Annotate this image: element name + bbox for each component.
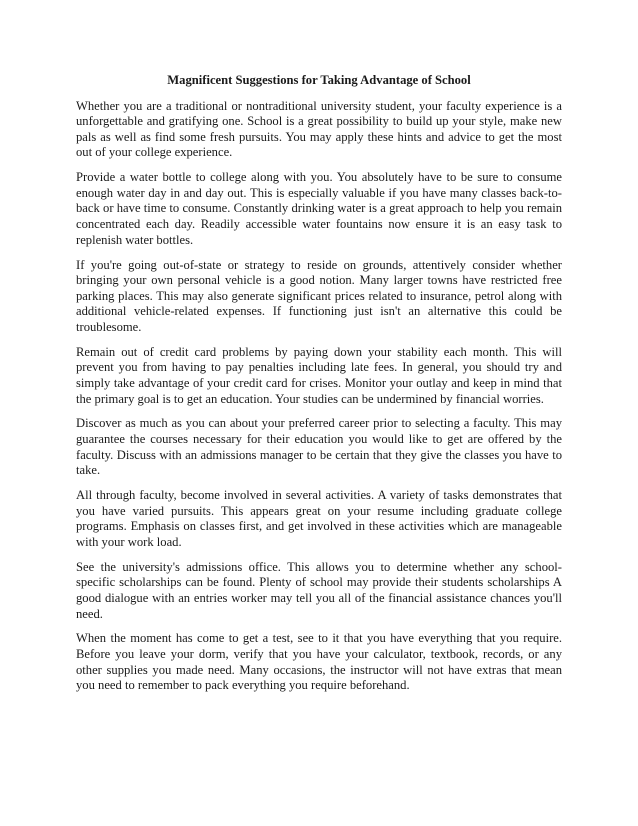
- paragraph-activities: All through faculty, become involved in several activities. A variety of tasks demonstrates that you have varied pursuits. This appears great on your resume including graduate college programs. Emphasis on classes first, and get involved in these activities which are manageable with your work load.: [76, 488, 562, 549]
- document-title: Magnificent Suggestions for Taking Advantage of School: [167, 73, 471, 87]
- paragraph-water-bottle: Provide a water bottle to college along with you. You absolutely have to be sure to consume enough water day in and day out. This is especially valuable if you have many classes back-to-back or have time to consume. Constantly drinking water is a great approach to help you remain concentrated each day. Readily accessible water fountains now ensure it is an easy task to replenish water bottles.: [76, 170, 562, 247]
- paragraph-career: Discover as much as you can about your preferred career prior to selecting a faculty. This may guarantee the courses necessary for their education you would like to get are offered by the faculty. Discuss with an admissions manager to be certain that they give the classes you have to take.: [76, 416, 562, 478]
- paragraph-vehicle: If you're going out-of-state or strategy to reside on grounds, attentively consider whether bringing your own personal vehicle is a good notion. Many larger towns have restricted free parking places. This may also generate significant prices related to insurance, petrol along with additional vehicle-related expenses. If functioning just isn't an alternative this could be troublesome.: [76, 257, 562, 334]
- paragraph-intro: Whether you are a traditional or nontraditional university student, your faculty experience is a unforgettable and gratifying one. School is a great possibility to build up your style, make new pals as well as find some fresh pursuits. You may apply these hints and advice to get the most out of your college experience.: [76, 98, 562, 160]
- paragraph-test: When the moment has come to get a test, see to it that you have everything that you require. Before you leave your dorm, verify that you have your calculator, textbook, records, or any other supplies you made need. Many occasions, the instructor will not have extras that mean you need to remember to pack everything you require beforehand.: [76, 631, 562, 693]
- paragraph-credit-card: Remain out of credit card problems by paying down your stability each month. This will prevent you from having to pay penalties including late fees. In general, you should try and simply take advantage of your credit card for crises. Monitor your outlay and keep in mind that the primary goal is to get an education. Your studies can be undermined by financial worries.: [76, 344, 562, 406]
- paragraph-admissions: See the university's admissions office. This allows you to determine whether any school-specific scholarships can be found. Plenty of school may provide their students scholarships A good dialogue with an entries worker may tell you all of the financial assistance chances you'll need.: [76, 559, 562, 621]
- document-body: [76, 73, 562, 703]
